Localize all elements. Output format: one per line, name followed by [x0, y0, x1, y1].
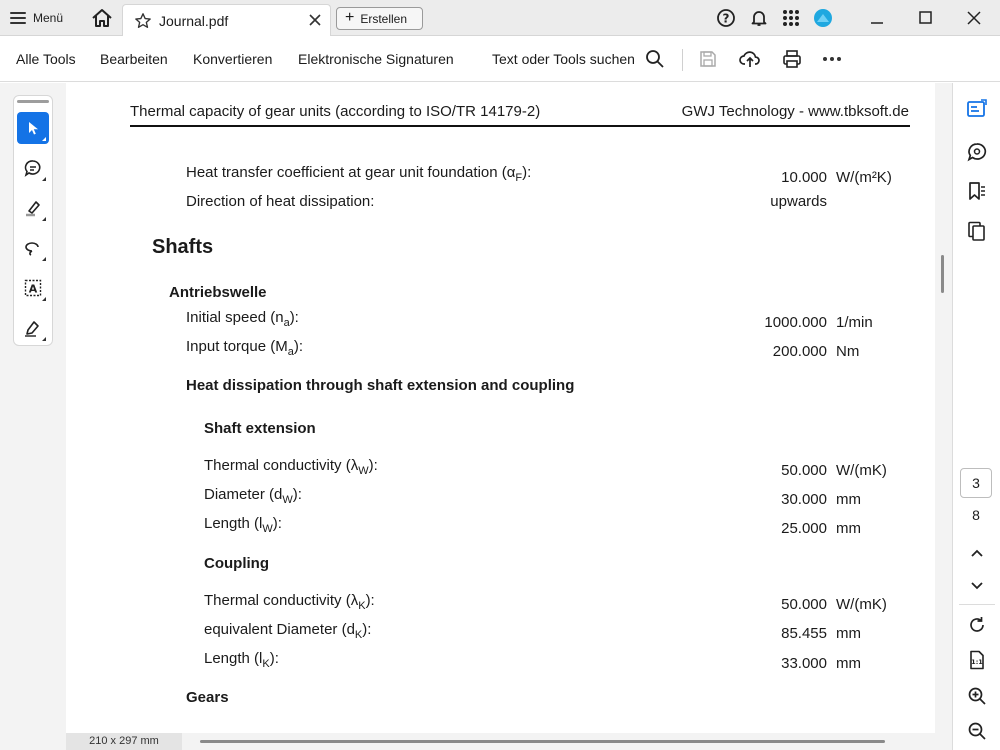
vertical-scrollbar-thumb[interactable]	[941, 255, 944, 293]
close-window-icon[interactable]	[962, 6, 986, 30]
highlight-tool-button[interactable]	[17, 192, 49, 224]
search-tools-label[interactable]: Text oder Tools suchen	[492, 51, 635, 67]
all-tools-link[interactable]: Alle Tools	[16, 51, 76, 67]
chevron-up-icon[interactable]	[966, 542, 988, 564]
right-sidebar	[952, 83, 1000, 750]
param-label: Initial speed $(n_a)$:	[186, 309, 299, 329]
text-box-tool-button[interactable]	[17, 272, 49, 304]
param-value: 25.000	[781, 520, 827, 537]
param-label: Input torque $(M_a)$:	[186, 338, 304, 358]
edit-link[interactable]: Bearbeiten	[100, 51, 168, 67]
param-label: Heat transfer coefficient at gear unit foundation $(\alpha_F)$:	[186, 164, 532, 184]
apps-grid-icon[interactable]	[781, 8, 801, 28]
param-value: 1000.000	[764, 314, 827, 331]
param-label: Diameter $(d_W)$:	[204, 486, 302, 506]
tab-title: Journal.pdf	[159, 12, 229, 29]
lasso-icon	[23, 238, 43, 258]
cursor-icon	[24, 119, 42, 137]
toolbar-divider	[682, 49, 683, 71]
menu-label: Menü	[33, 11, 64, 25]
bookmarks-panel-icon[interactable]	[966, 180, 988, 202]
avatar[interactable]	[813, 8, 833, 28]
subsection-heading: Gears	[186, 689, 229, 706]
comment-tool-button[interactable]	[17, 152, 49, 184]
highlighter-icon	[23, 198, 43, 218]
param-value: 10.000	[781, 169, 827, 186]
save-icon[interactable]	[697, 48, 719, 70]
pages-panel-icon[interactable]	[966, 220, 988, 242]
submenu-indicator-icon	[42, 297, 46, 301]
param-value: 30.000	[781, 491, 827, 508]
vertical-scroll-track	[935, 83, 952, 750]
subsection-heading: Heat dissipation through shaft extension and coupling	[186, 377, 575, 394]
subsection-heading: Coupling	[204, 555, 269, 572]
current-page-input[interactable]: 3	[960, 468, 992, 498]
zoom-in-icon[interactable]	[966, 685, 988, 707]
help-icon[interactable]	[716, 8, 736, 28]
rail-drag-handle[interactable]	[17, 100, 49, 103]
param-unit: Nm	[836, 343, 860, 360]
close-tab-icon[interactable]	[308, 13, 322, 27]
menu-button[interactable]	[10, 7, 63, 29]
esign-link[interactable]: Elektronische Signaturen	[298, 51, 454, 67]
param-value: 33.000	[781, 655, 827, 672]
param-value: 85.455	[781, 625, 827, 642]
plus-icon: +	[345, 8, 355, 26]
minimize-icon[interactable]	[865, 6, 889, 30]
param-unit: mm	[836, 520, 861, 537]
param-unit: mm	[836, 625, 861, 642]
param-unit: W/(mK)	[836, 596, 887, 613]
convert-link[interactable]: Konvertieren	[193, 51, 273, 67]
param-label: Length $(l_K)$:	[204, 650, 279, 670]
main-toolbar	[0, 37, 1000, 82]
star-icon[interactable]	[134, 12, 152, 30]
text-box-icon	[23, 278, 43, 298]
doc-header-company: GWJ Technology - www.tbksoft.de	[681, 103, 909, 120]
param-value: upwards	[770, 193, 827, 210]
bell-icon[interactable]	[749, 8, 769, 28]
title-bar	[0, 0, 1000, 36]
more-options-icon[interactable]	[821, 48, 843, 70]
header-rule	[130, 125, 910, 127]
print-icon[interactable]	[781, 48, 803, 70]
param-label: Thermal conductivity $(\lambda_W)$:	[204, 457, 378, 477]
chevron-down-icon[interactable]	[966, 574, 988, 596]
zoom-out-icon[interactable]	[966, 720, 988, 742]
submenu-indicator-icon	[42, 337, 46, 341]
param-unit: W/(m²K)	[836, 169, 892, 186]
status-bar	[66, 733, 935, 750]
param-label: Thermal conductivity $(\lambda_K)$:	[204, 592, 375, 612]
submenu-indicator-icon	[42, 177, 46, 181]
comment-icon	[23, 158, 43, 178]
cloud-upload-icon[interactable]	[739, 48, 761, 70]
home-icon[interactable]	[90, 7, 114, 29]
svg-text:1:1: 1:1	[971, 658, 983, 666]
quick-tools-rail	[13, 95, 53, 346]
total-pages: 8	[972, 507, 980, 523]
doc-header-title: Thermal capacity of gear units (according to ISO/TR 14179-2)	[130, 103, 541, 120]
document-page	[66, 83, 935, 733]
param-unit: mm	[836, 655, 861, 672]
param-label: Length $(l_W)$:	[204, 515, 282, 535]
subsection-heading: Shaft extension	[204, 420, 316, 437]
submenu-indicator-icon	[42, 257, 46, 261]
page-size-indicator: 210 x 297 mm	[66, 733, 182, 750]
param-value: 50.000	[781, 462, 827, 479]
create-label: Erstellen	[360, 11, 408, 26]
param-unit: W/(mK)	[836, 462, 887, 479]
param-value: 200.000	[772, 343, 827, 360]
comments-panel-icon[interactable]	[966, 141, 988, 163]
search-icon[interactable]	[644, 48, 666, 70]
create-button[interactable]	[336, 7, 423, 30]
param-label: Direction of heat dissipation:	[186, 193, 375, 210]
select-tool-button[interactable]	[17, 112, 49, 144]
svg-text:A: A	[28, 282, 38, 296]
actual-size-icon[interactable]	[966, 649, 988, 671]
submenu-indicator-icon	[42, 137, 46, 141]
horizontal-scrollbar-thumb[interactable]	[200, 740, 885, 743]
draw-tool-button[interactable]	[17, 232, 49, 264]
rotate-icon[interactable]	[966, 614, 988, 636]
pen-sign-icon	[23, 318, 43, 338]
maximize-icon[interactable]	[913, 6, 937, 30]
edit-pdf-panel-icon[interactable]	[966, 98, 988, 120]
param-unit: mm	[836, 491, 861, 508]
document-tab[interactable]	[122, 4, 331, 36]
param-value: 50.000	[781, 596, 827, 613]
subsection-heading: Antriebswelle	[169, 284, 267, 301]
rail-divider	[959, 604, 995, 605]
sign-tool-button[interactable]	[17, 312, 49, 344]
param-unit: 1/min	[836, 314, 873, 331]
svg-text:?: ?	[722, 11, 730, 26]
param-label: equivalent Diameter $(d_K)$:	[204, 621, 372, 641]
hamburger-icon	[10, 12, 26, 24]
submenu-indicator-icon	[42, 217, 46, 221]
section-heading-shafts: Shafts	[152, 236, 214, 258]
